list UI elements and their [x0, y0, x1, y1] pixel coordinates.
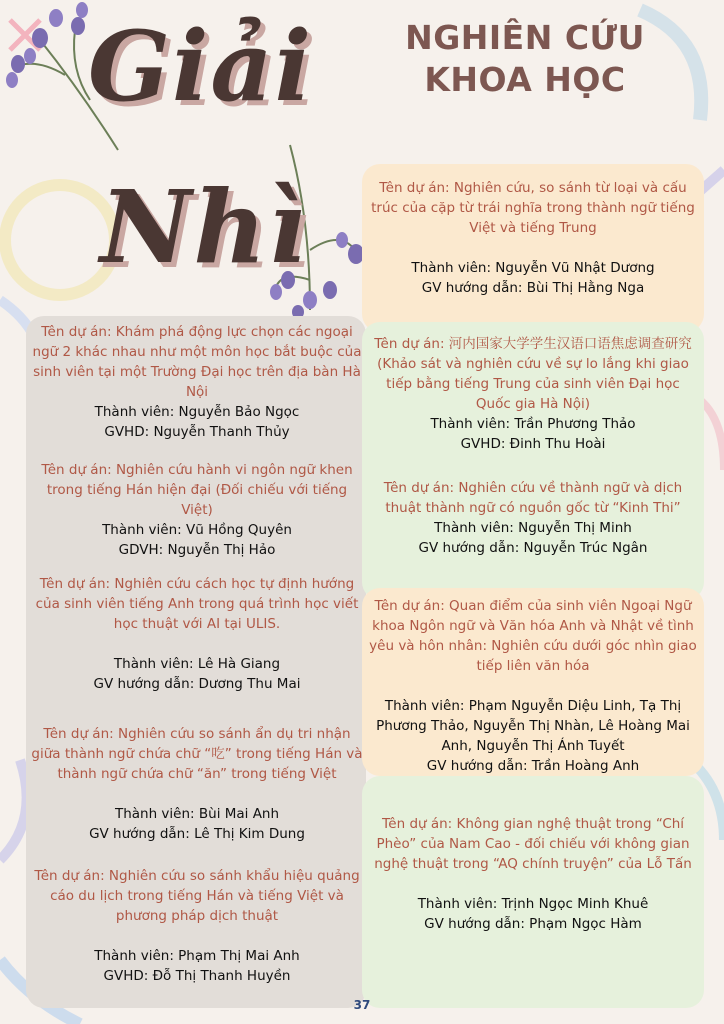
project-entry	[30, 866, 364, 986]
project-title: Tên dự án: Nghiên cứu về thành ngữ và dịch thuật thành ngữ có nguồn gốc từ “Kinh Thi”	[383, 480, 683, 516]
project-members: Thành viên: Bùi Mai Anh	[114, 806, 280, 822]
project-title: Tên dự án: Nghiên cứu cách học tự định hướng của sinh viên tiếng Anh trong quá trình học viết học thuật với AI tại ULIS.	[35, 576, 359, 632]
project-entry	[368, 334, 698, 454]
project-title: Tên dự án: Nghiên cứu so sánh ẩn dụ tri nhận giữa thành ngữ chứa chữ “吃” trong tiếng Hán và thành ngữ chứa chữ “ăn” trong tiếng Việt	[31, 726, 363, 782]
project-members: Thành viên: Vũ Hồng Quyên	[102, 522, 292, 538]
project-title: Tên dự án: Nghiên cứu so sánh khẩu hiệu quảng cáo du lịch trong tiếng Hán và tiếng Việt và phương pháp dịch thuật	[34, 868, 360, 924]
project-title: Tên dự án: Không gian nghệ thuật trong “Chí Phèo” của Nam Cao - đối chiếu với không gian nghệ thuật trong “AQ chính truyện” của Lỗ Tấn	[374, 816, 692, 872]
project-members: Thành viên: Nguyễn Vũ Nhật Dương	[411, 260, 655, 276]
project-entry	[368, 596, 698, 776]
project-advisor: GVHD: Nguyễn Thanh Thủy	[104, 424, 290, 440]
project-title: Tên dự án: Nghiên cứu, so sánh từ loại và cấu trúc của cặp từ trái nghĩa trong thành ngữ tiếng Việt và tiếng Trung	[371, 180, 695, 236]
project-entry	[30, 574, 364, 694]
project-advisor: GVHD: Đỗ Thị Thanh Huyền	[103, 968, 291, 984]
project-members: Thành viên: Nguyễn Thị Minh	[434, 520, 632, 536]
script-heading-giai: Giải	[88, 10, 314, 123]
project-advisor: GV hướng dẫn: Nguyễn Trúc Ngân	[418, 540, 648, 556]
project-entry	[368, 178, 698, 298]
project-members: Thành viên: Trịnh Ngọc Minh Khuê	[417, 896, 649, 912]
project-members: Thành viên: Phạm Nguyễn Diệu Linh, Tạ Thị Phương Thảo, Nguyễn Thị Nhàn, Lê Hoàng Mai Anh, Nguyễn Thị Ánh Tuyết	[376, 698, 690, 754]
project-title: Tên dự án: Khám phá động lực chọn các ngoại ngữ 2 khác nhau như một môn học bắt buộc của sinh viên tại một Trường Đại học trên địa bàn Hà Nội	[32, 324, 362, 400]
project-advisor: GV hướng dẫn: Bùi Thị Hằng Nga	[421, 280, 645, 296]
project-entry	[30, 322, 364, 442]
project-members: Thành viên: Phạm Thị Mai Anh	[94, 948, 300, 964]
project-advisor: GV hướng dẫn: Dương Thu Mai	[93, 676, 301, 692]
project-advisor: GDVH: Nguyễn Thị Hảo	[118, 542, 276, 558]
project-entry	[368, 478, 698, 558]
page-number: 37	[353, 998, 371, 1012]
script-heading-nhi: Nhì	[100, 168, 309, 286]
project-title: Tên dự án: 河内国家大学学生汉语口语焦虑调查研究 (Khảo sát và nghiên cứu về sự lo lắng khi giao tiếp bằng tiếng Trung của sinh viên Đại học Quốc gia Hà Nội)	[374, 336, 692, 412]
project-advisor: GV hướng dẫn: Phạm Ngọc Hàm	[424, 916, 642, 932]
project-advisor: GV hướng dẫn: Lê Thị Kim Dung	[89, 826, 305, 842]
project-entry	[30, 460, 364, 560]
project-entry	[368, 814, 698, 934]
project-entry	[30, 724, 364, 844]
project-members: Thành viên: Lê Hà Giang	[113, 656, 281, 672]
project-advisor: GV hướng dẫn: Trần Hoàng Anh	[426, 758, 640, 774]
project-title: Tên dự án: Nghiên cứu hành vi ngôn ngữ khen trong tiếng Hán hiện đại (Đối chiếu với tiếng Việt)	[41, 462, 353, 518]
project-members: Thành viên: Nguyễn Bảo Ngọc	[94, 404, 300, 420]
main-title-line1: NGHIÊN CỨU	[405, 18, 645, 57]
project-title: Tên dự án: Quan điểm của sinh viên Ngoại Ngữ khoa Ngôn ngữ và Văn hóa Anh và Nhật về tình yêu và hôn nhân: Nghiên cứu dưới góc nhìn giao tiếp liên văn hóa	[369, 598, 697, 674]
project-advisor: GVHD: Đinh Thu Hoài	[460, 436, 606, 452]
main-title-line2: KHOA HỌC	[424, 60, 626, 99]
project-members: Thành viên: Trần Phương Thảo	[430, 416, 636, 432]
